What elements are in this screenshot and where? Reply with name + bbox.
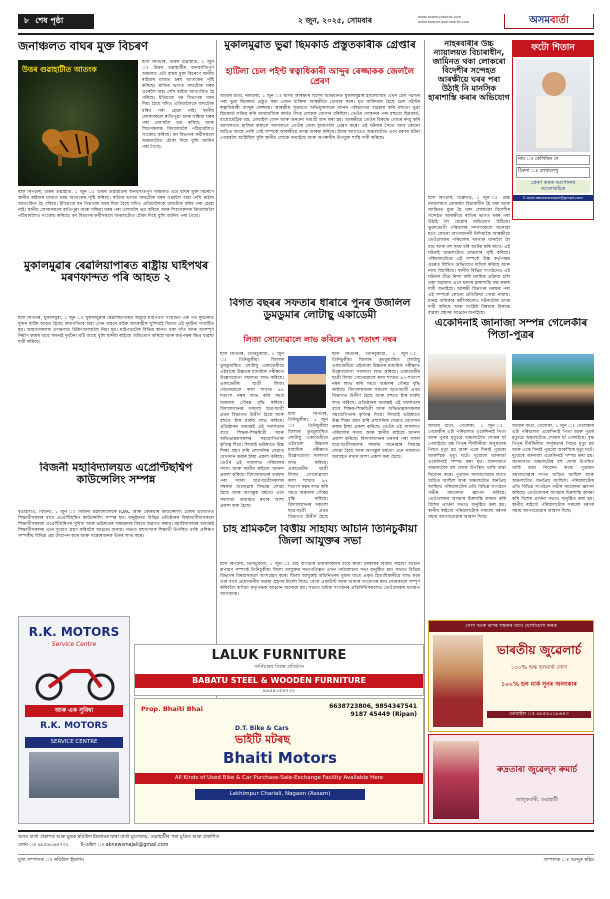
lotachu-headline: বিগত বছৰৰ সফতাৰ ধাৰাৰে পুনৰ উজলিল ডুমডুমাৰ লোটাছু একাডেমী — [229, 298, 411, 321]
simcard-subhead: হাটিলা চেল পইণ্ট স্বত্বাধিকাৰী আব্দুৰ ৰেজ্জাকক জেললৈ প্ৰেৰণ — [225, 67, 415, 87]
epaper-url[interactable]: www.epaper.asombarta.com — [418, 20, 470, 25]
rudratara-jewels-ad — [428, 734, 594, 824]
lotachu-body-a: ষ্টাফ ৰিপৰ্টাৰ, তিনিচুকীয়া, ১ জুন ঃ তিনিচুকীয়া জিলাৰ ডুমডুমাস্থিত লোটাছু একাডেমীয়ে এইবাৰো উচ্চতৰ মাধ্যমিক পৰীক্ষাত উল্লেখযোগ্য সফলতা লাভ কৰিছে। একাডেমীৰ ছাত্ৰী লিজা সোনোৱালে কলা শাখাত ৯৭ শতাংশ নম্বৰ লাভ কৰি সমগ্ৰ অঞ্চলৰ গৌৰৱ বৃদ্ধি কৰিছে। বিদ্যালয়খনৰ সকলো ছাত্ৰ-ছাত্ৰী প্ৰথম বিভাগত উত্তীৰ্ণ হৈছে আৰু বহুতে ষ্টাৰ মাৰ্কছ লাভ কৰিছে। প্ৰতিষ্ঠানৰ অধ্যক্ষই এই সফলতাৰ বাবে শিক্ষক-শিক্ষয়িত্ৰী আৰু অভিভাৱকসকলৰ সহযোগিতাক কৃতিত্ব দিয়ে। লিজাই ভৱিষ্যতে উচ্চ শিক্ষা গ্ৰহণ কৰি প্ৰশাসনিক সেৱাত যোগদান কৰাৰ ইচ্ছা প্ৰকাশ কৰিছে। তেওঁৰ এই সাফল্যত পৰিয়ালৰ সদস্য আৰু স্থানীয় ৰাইজে আনন্দ প্ৰকাশ কৰিছে। বিদ্যালয়খনৰ তৰফৰ পৰা সফল ছাত্ৰ-ছাত্ৰীসকলক সম্বৰ্ধনা জনোৱাৰ সিদ্ধান্ত লোৱা হৈছে আৰু আগন্তুক বৰ্ষতো এনে সফলতা অব্যাহত ৰখাৰ আশা প্ৰকাশ কৰা হৈছে। — [220, 352, 284, 509]
rk-motors-center: SERVICE CENTRE — [25, 737, 123, 748]
footer-email[interactable]: ই-মেইল ঃ abnewsmajali@gmail.com — [80, 843, 169, 849]
laluk-title: LALUK FURNITURE — [211, 648, 347, 663]
model-photo — [433, 635, 483, 727]
rk-motors-logo: R.K. MOTORS — [28, 625, 120, 639]
child-photo — [516, 60, 590, 152]
son-photo — [512, 354, 594, 420]
tiger-silhouette-icon — [18, 60, 138, 186]
mukalmua-article — [18, 260, 214, 460]
issue-date: ২ জুন, ২০২৫, সোমবাৰ — [298, 16, 373, 25]
tea-labour-body: ষ্টাফ ৰিপৰ্টাৰ, তিনিচুকীয়া, ১ জুন ঃ চাহ বাগিচাৰ শ্ৰমিকসকলৰ বাবে ৰাজ্য চৰকাৰৰ বিত্তীয় সাহায্য আঁচনি ৰূপায়ণ সম্পৰ্কে তিনিচুকীয়া জিলা আযুক্তৰ সভাপতিত্বত এখন পৰ্যালোচনা সভা অনুষ্ঠিত হয়। সভাত বিভিন্ন বিভাগৰ বিষয়াসকলে অংশগ্ৰহণ কৰে। জিলা আযুক্তই আঁচনিখনৰ সুফল যাতে প্ৰকৃত হিতাধিকাৰীয়ে লাভ কৰে তাৰ বাবে প্ৰয়োজনীয় ব্যৱস্থা গ্ৰহণৰ নিৰ্দেশ দিয়ে। বেংক একাউণ্ট আৰু আধাৰ সংযোগৰ কাম সোনকালে সম্পূৰ্ণ কৰিবলৈ বাগিচা কৰ্তৃপক্ষক আহ্বান জনোৱা হয়। সভাত শ্ৰমিক সংগঠনৰ প্ৰতিনিধিসকলেও তেওঁলোকৰ মতামত আগবঢ়ায়। — [220, 562, 420, 598]
masthead-logo — [504, 14, 594, 29]
rudratara-title: ৰুদ্ৰতাৰা জুৱেল্স ৰুমাৰ্চ — [496, 765, 578, 775]
bharatiya-jewellers-ad — [428, 620, 594, 732]
bike-icon — [19, 653, 129, 703]
rk-motors-name2: R.K. MOTORS — [40, 720, 108, 731]
bijni-article — [18, 462, 214, 612]
bhaiti-assam: ভাইটি মটৰছ — [235, 733, 291, 746]
rk-motors-ad — [18, 616, 130, 824]
rudratara-addr: জালুকবাৰী, গুৱাহাটী — [516, 797, 558, 803]
photo-send-cta — [516, 180, 590, 193]
simcard-headline: মুকালমুৱাত ভুৱা ছিমকাৰ্ড প্ৰস্তুতকাৰীক গ্ৰেপ্তাৰ — [224, 40, 416, 51]
jewellers-tag: ১০০% শুদ্ধ হলমাৰ্ক সোণ — [510, 665, 568, 671]
jewellers-offer: ১০০% হল মাৰ্ক সুনৰ অলংকাৰ — [501, 681, 577, 688]
bhaiti-brand-top: D.T. Bike & Cars — [235, 725, 289, 732]
tiger-side-text: ষ্টাফ ৰিপৰ্টাৰ, উত্তৰ গুৱাহাটী, ১ জুন ঃ উত্তৰ গুৱাহাটীৰ জনবসতিপূৰ্ণ অঞ্চলত এটা বাঘৰ মুক্ত বিচৰণে স্থানীয় ৰাইজৰ মাজত চৰম আতংকৰ সৃষ্টি কৰিছে। ৰাতিৰ ভাগত বাঘটোক ঘৰৰ ওচৰলৈ অহা দেখি ৰাইজ আতংকিত হৈ পৰিছে। ইতিমধ্যে বন বিভাগক খবৰ দিয়া হৈছে যদিও এতিয়ালৈকে বাঘটোক ধৰিব পৰা হোৱা নাই। স্থানীয় লোকসকলে ৰাতিপুৱা আৰু সন্ধিয়া ঘৰৰ পৰা ওলাবলৈ ভয় কৰিছে আৰু শিশুসকলক বিদ্যালয়লৈ পঠিয়াবলৈও সংকোচ কৰিছে। বন বিভাগৰ কৰ্মীসকলে অঞ্চলটোত চৌকা দিছে বুলি জানিব পৰা গৈছে। — [142, 60, 214, 150]
lotachu-body-c: ষ্টাফ ৰিপৰ্টাৰ, তিনিচুকীয়া, ১ জুন ঃ তিনিচুকীয়া জিলাৰ ডুমডুমাস্থিত লোটাছু একাডেমীয়ে এইবাৰো উচ্চতৰ মাধ্যমিক পৰীক্ষাত উল্লেখযোগ্য সফলতা লাভ কৰিছে। একাডেমীৰ ছাত্ৰী লিজা সোনোৱালে কলা শাখাত ৯৭ শতাংশ নম্বৰ লাভ কৰি সমগ্ৰ অঞ্চলৰ গৌৰৱ বৃদ্ধি কৰিছে। বিদ্যালয়খনৰ সকলো ছাত্ৰ-ছাত্ৰী প্ৰথম বিভাগত উত্তীৰ্ণ হৈছে আৰু বহুতে ষ্টাৰ মাৰ্কছ লাভ কৰিছে। প্ৰতিষ্ঠানৰ অধ্যক্ষই এই সফলতাৰ বাবে শিক্ষক-শিক্ষয়িত্ৰী আৰু অভিভাৱকসকলৰ সহযোগিতাক কৃতিত্ব দিয়ে। লিজাই ভৱিষ্যতে উচ্চ শিক্ষা গ্ৰহণ কৰি প্ৰশাসনিক সেৱাত যোগদান কৰাৰ ইচ্ছা প্ৰকাশ কৰিছে। তেওঁৰ এই সাফল্যত পৰিয়ালৰ সদস্য আৰু স্থানীয় ৰাইজে আনন্দ প্ৰকাশ কৰিছে। বিদ্যালয়খনৰ তৰফৰ পৰা সফল ছাত্ৰ-ছাত্ৰীসকলক সম্বৰ্ধনা জনোৱাৰ সিদ্ধান্ত লোৱা হৈছে আৰু আগন্তুক বৰ্ষতো এনে সফলতা অব্যাহত ৰখাৰ আশা প্ৰকাশ কৰা হৈছে। — [332, 352, 420, 461]
photo-cta-line1: প্ৰেৰণ কৰক আপোনাৰ — [530, 179, 576, 186]
rk-motors-tag: আৰু এক সুবিধা — [25, 705, 123, 717]
bhaiti-band: All Kinds of Used Bike & Car Purchase-Sale-Exchange Facility Available Here — [135, 773, 423, 784]
tea-labour-headline: চাহ শ্ৰমিকলৈ বিত্তীয় সাহায্য আঁচনি তিনিচুকীয়া জিলা আযুক্তৰ সভা — [222, 524, 418, 547]
bhaiti-prop: Prop. Bhaiti Bhai — [141, 705, 203, 713]
laluk-band: BABATU STEEL & WOODEN FURNITURE — [135, 674, 423, 689]
tiger-photo — [18, 60, 138, 186]
bail-headline: নাহৰবাৰীৰ উচ্চ ন্যায়ালয়ত বিচাৰাধীন, জামিনত থকা লোকৰো বিদেশীৰ সন্দেহত আৰক্ষীয়ে ঘৰৰ পৰা উঠাই নি মানসিক হাৰাশাস্তি কৰাৰ অভিযোগ — [428, 40, 510, 102]
masthead-text-a: অসম — [529, 14, 550, 26]
janaja-body-b: আমাৰ বাৰ্তা, গেলেকী, ১ জুন ঃ গেলেকীৰ এটা পৰিয়ালত একেদিনাই পিতা আৰু পুত্ৰৰ মৃত্যুৱে অঞ্চলটোত শোকৰ ছাঁ পেলাইছে। বৃদ্ধ পিতৃৰ দীৰ্ঘদিনীয়া অসুস্থতাৰ পিছত মৃত্যু হয় আৰু একে দিনাই পুত্ৰৰো আকস্মিক মৃত্যু ঘটে। দুয়োৰে জানাজা একেদিনাই সম্পন্ন কৰা হয়। জানাজাত অঞ্চলটোৰ বহু লোক উপস্থিত থাকি শ্ৰদ্ধা নিবেদন কৰে। পুত্ৰজন সমাজসেৱাৰ লগত জড়িত আছিল আৰু অঞ্চলটোত জনপ্ৰিয় আছিল। পৰিয়ালটোৰ প্ৰতি বিভিন্ন সংগঠনে গভীৰ সমবেদনা জ্ঞাপন কৰিছে। তেওঁলোকৰ আত্মাৰ চিৰশান্তি কামনা কৰি বিশেষ প্ৰাৰ্থনা সভাও অনুষ্ঠিত কৰা হয়। স্থানীয় ৰাইজে পৰিয়ালটোক সকলো ধৰণৰ সহায় আগবঢ়োৱাৰ আশ্বাস দিছে। — [512, 424, 594, 514]
bride-photo — [433, 741, 479, 819]
mukalmua-body: ষ্টাফ ৰিপৰ্টাৰ, মুকালমুৱা, ১ জুন ঃ মুকালমুৱাৰ ৰেৱলিয়াপাৰত ৰাষ্ট্ৰীয় ঘাইপথত সংঘটিত এক পথ দুৰ্ঘটনাত দুজন ব্যক্তি আহত হৈছে। দ্ৰুতগতিৰে অহা এখন বাহনে বাইক আৰোহীক খুন্দিয়াই দিয়াত এই দুৰ্ঘটনা সংঘটিত হয়। আহতসকলক তৎক্ষণাত চিকিৎসালয়লৈ নিয়া হয়। ঘাইপথটোৰ বিভিন্ন স্থানত থকা গাঁত আৰু অসম্পূৰ্ণ নিৰ্মাণ কাৰ্যৰ বাবে সঘনাই দুৰ্ঘটনা ঘটি আছে বুলি স্থানীয় ৰাইজে অভিযোগ কৰিছে আৰু কৰ্তৃপক্ষৰ ক্ষিপ্ৰ ব্যৱস্থা দাবী কৰিছে। — [18, 316, 214, 346]
photo-email[interactable]: E-mail:abnewsmajali@gmail.com — [513, 195, 593, 202]
footer-chief-editor: মুখ্য সম্পাদক ঃ ৰবিউল ইছলাম — [18, 856, 84, 863]
page-number: ৮ — [24, 16, 30, 26]
bhaiti-name: Bhaiti Motors — [223, 749, 337, 767]
tiger-article — [18, 40, 214, 258]
rk-motors-sub: Service Centre — [51, 640, 97, 648]
jewellers-name: ভাৰতীয় জুৱেলাৰ্চ — [496, 643, 582, 657]
page-footer — [18, 830, 594, 892]
laluk-furniture-ad — [134, 644, 424, 696]
photo-cta-line2: আলোকচিত্ৰ — [540, 186, 566, 193]
father-photo — [428, 354, 506, 420]
janaja-article — [512, 222, 594, 232]
janaja-article-body — [428, 318, 594, 618]
student-photo — [288, 356, 326, 408]
laluk-sub: ফাৰ্নিচাৰৰ বিশ্বস্ত প্ৰতিষ্ঠান — [254, 664, 304, 671]
tea-labour-article — [220, 524, 420, 642]
site-url[interactable]: www.asomiyaborta.com — [418, 15, 462, 19]
jewellers-top: সোণ আৰু ৰূপৰ গহনাৰ বাবে যোগাযোগ কৰক — [429, 621, 593, 632]
jewellers-phone: মোবাইল ঃ ৯৮৫৪০১৮৬৪৩ — [487, 711, 591, 718]
page-number-badge — [18, 14, 94, 29]
mukalmua-headline: মুকালমুৱাৰ ৰেৱলিয়াপাৰত ৰাষ্ট্ৰীয় ঘাইপথৰ মৰণফান্দত পৰি আহত ২ — [23, 260, 209, 285]
bijni-body: বঙাইগাঁও, বিজনী, ১ জুন ঃ বিজনী মহাবিদ্যালয়ৰ IQAC আৰু কেৰিয়াৰ কাউন্সেলিং চেলৰ উদ্যোগত শিক্ষাৰ্থীসকলৰ বাবে এপ্ৰেণ্টিছশ্বিপ কাউন্সেলিং সম্পন্ন হয়। অনুষ্ঠানত বিভিন্ন প্ৰতিষ্ঠানৰ বিষয়বাবীয়াসকলে শিক্ষাৰ্থীসকলক এপ্ৰেণ্টিছশ্বিপৰ সুবিধা আৰু ভৱিষ্যতৰ সম্ভাৱনাৰ বিষয়ে অৱগত কৰায়। মহাবিদ্যালয়ৰ অধ্যক্ষই শিক্ষাৰ্থীসকলক এনে সুযোগ গ্ৰহণ কৰিবলৈ আহ্বান জনায়। সভাত বহুসংখ্যক শিক্ষাৰ্থী উপস্থিত থাকি প্ৰশিক্ষণ সম্পৰ্কীয় বিভিন্ন প্ৰশ্ন উত্থাপন কৰে আৰু সন্তোষজনক উত্তৰ লাভ কৰে। — [18, 510, 214, 540]
bhaiti-motors-ad — [134, 698, 424, 824]
simcard-article — [220, 40, 420, 296]
photo-section-title: ফটো শিতান — [513, 41, 593, 57]
lotachu-subhead: লিজা সোনোৱালে লাভ কৰিলে ৯৭ শতাংশ নম্বৰ — [243, 335, 397, 344]
bhaiti-phones: 6638723806, 9854347541 9187 45449 (Ripan) — [329, 703, 417, 718]
footer-publisher-line: অসম বাৰ্তা প্ৰকাশক আৰু মুদ্ৰক ৰবিউল ইছলামৰ দ্বাৰা বাৰ্তা মুদ্ৰণালয়, গুৱাহাটীৰ পৰা মুদ্ৰিত আৰু প্ৰকাশিত — [18, 835, 220, 840]
footer-phone: ফোন ঃ ৯৮৫৪০৬৫৭৩২ — [18, 843, 69, 849]
page-header — [18, 14, 594, 38]
bhaiti-addr: Lakhimpur Chariali, Nagaon (Assam) — [195, 789, 365, 800]
page-label: শেষ পৃষ্ঠা — [35, 16, 64, 26]
bijni-headline: বিজনী মহাবিদ্যালয়ত এপ্ৰেণ্টিছশ্বিপ কাউন্সেলিং সম্পন্ন — [39, 462, 193, 487]
footer-editor: সম্পাদক ঃ আব্দুৰ ৰহিম — [543, 856, 594, 863]
lotachu-body-b: ষ্টাফ ৰিপৰ্টাৰ, তিনিচুকীয়া, ১ জুন ঃ তিনিচুকীয়া জিলাৰ ডুমডুমাস্থিত লোটাছু একাডেমীয়ে এইবাৰো উচ্চতৰ মাধ্যমিক পৰীক্ষাত উল্লেখযোগ্য সফলতা লাভ কৰিছে। একাডেমীৰ ছাত্ৰী লিজা সোনোৱালে কলা শাখাত ৯৭ শতাংশ নম্বৰ লাভ কৰি সমগ্ৰ অঞ্চলৰ গৌৰৱ বৃদ্ধি কৰিছে। বিদ্যালয়খনৰ সকলো ছাত্ৰ-ছাত্ৰী প্ৰথম বিভাগত উত্তীৰ্ণ হৈছে — [288, 412, 328, 520]
photo-address: ঠিকনা ঃ লেখালেখু — [516, 167, 590, 177]
masthead-text-b: বাৰ্তা — [549, 14, 569, 26]
laluk-phone: ৯৯৫৪০৫৬৭৩২ — [262, 688, 296, 695]
bail-body: ষ্টাফ ৰিপৰ্টাৰ, ডিব্ৰুগড়, ১ জুন ঃ উচ্চ ন্যায়ালয়ত মোকৰ্দমা বিচাৰাধীন হৈ থকা আৰু জামিনত মুক্ত হৈ থকা লোককো বিদেশীৰ সন্দেহত আৰক্ষীয়ে ৰাতিৰ ভাগত ঘৰৰ পৰা উঠাই লৈ যোৱাৰ অভিযোগ উঠিছে। ভুক্তভোগী পৰিয়ালৰ সদস্যসকলে জনোৱা মতে কোনো আগজাননী নিদিয়াকৈ আৰক্ষীয়ে তেওঁলোকৰ পৰিয়ালৰ সদস্যক থানালৈ লৈ যায় আৰু বহু সময় ধৰি আটক কৰি ৰাখে। এই ঘটনাই অঞ্চলটোত চাঞ্চল্যৰ সৃষ্টি কৰিছে। পৰিয়ালটোৱে এই সম্পৰ্কে উচ্চ কৰ্তৃপক্ষৰ ওচৰত লিখিত অভিযোগ দাখিল কৰিছে আৰু ন্যায় বিচাৰিছে। স্থানীয় বিভিন্ন সংগঠনেও এই ঘটনাৰ তীব্ৰ নিন্দা কৰি ন্যায়িক প্ৰক্ৰিয়া চলি থকা অৱস্থাত এনে ধৰণৰ হাৰাশাস্তি বন্ধ কৰাৰ দাবী জনাইছে। আৰক্ষী বিভাগৰ তৰফৰ পৰা এই সম্পৰ্কে কোনো প্ৰতিক্ৰিয়া পোৱা নাযায়। মানৱ অধিকাৰ কৰ্মীসকলেও ঘটনাটোৰ তদন্ত দাবী কৰিছে আৰু সংশ্লিষ্ট বিষয়াৰ বিৰুদ্ধে ব্যৱস্থা গ্ৰহণৰ আহ্বান জনাইছে। — [428, 196, 510, 317]
photo-name: নাম ঃ কেলিছিন দে — [516, 155, 590, 165]
lotachu-article — [220, 298, 420, 522]
tiger-photo-caption: উত্তৰ গুৱাহাটীত আতংক — [22, 65, 97, 74]
simcard-body: আমাৰ বাৰ্তা, নলবাৰী, ১ জুন ঃ অসম আৰক্ষীৰ বিশেষ অভিযানত মুকালমুৱাৰ হাটিলাস্থিত এখন চেল পইণ্টৰ পৰা ভুৱা ছিমকাৰ্ড প্ৰস্তুত কৰা এজন ব্যক্তিক আৰক্ষীয়ে গ্ৰেপ্তাৰ কৰে। ধৃত ব্যক্তিজন হৈছে চেল পইণ্টৰ স্বত্বাধিকাৰী আব্দুৰ ৰেজ্জাক। আৰক্ষীৰ সূত্ৰমতে অভিযুক্তজনে আনৰ পৰিচয়পত্ৰ ব্যৱহাৰ কৰি বহুতো ভুৱা ছিমকাৰ্ড সক্ৰিয় কৰি অসামাজিক কাৰ্যত লিপ্ত লোকক যোগান ধৰিছিল। তেওঁৰ দোকানৰ পৰা বহুতো ছিমকাৰ্ড, বায়োমেট্ৰিক যন্ত্ৰ, মোবাইল ফোন আৰু অন্যান্য সামগ্ৰী জব্দ কৰা হয়। আৰক্ষীয়ে তেওঁৰ বিৰুদ্ধে গোচৰ ৰুজু কৰি আদালতত হাজিৰ কৰালে আদালতে তেওঁক জেল হাজতলৈ প্ৰেৰণ কৰে। এই ঘটনাৰ সৈতে আন কোনো জড়িত আছে নেকি সেই সম্পৰ্কে আৰক্ষীয়ে তদন্ত আৰম্ভ কৰিছে। ইয়াৰ আগতেও অঞ্চলটোত এনে ধৰণৰ ঘটনা পোহৰলৈ আহিছিল বুলি স্থানীয় লোকে জনাইছে আৰু অপৰাধীৰ উপযুক্ত শাস্তি দাবী কৰিছে। — [220, 94, 420, 142]
photo-section-box — [512, 40, 594, 220]
tiger-body: ষ্টাফ ৰিপৰ্টাৰ, উত্তৰ গুৱাহাটী, ১ জুন ঃ উত্তৰ গুৱাহাটীৰ জনবসতিপূৰ্ণ অঞ্চলত এটা বাঘৰ মুক্ত বিচৰণে স্থানীয় ৰাইজৰ মাজত চৰম আতংকৰ সৃষ্টি কৰিছে। ৰাতিৰ ভাগত বাঘটোক ঘৰৰ ওচৰলৈ অহা দেখি ৰাইজ আতংকিত হৈ পৰিছে। ইতিমধ্যে বন বিভাগক খবৰ দিয়া হৈছে যদিও এতিয়ালৈকে বাঘটোক ধৰিব পৰা হোৱা নাই। স্থানীয় লোকসকলে ৰাতিপুৱা আৰু সন্ধিয়া ঘৰৰ পৰা ওলাবলৈ ভয় কৰিছে আৰু শিশুসকলক বিদ্যালয়লৈ পঠিয়াবলৈও সংকোচ কৰিছে। বন বিভাগৰ কৰ্মীসকলে অঞ্চলটোত চৌকা দিছে বুলি জানিব পৰা গৈছে। — [18, 190, 214, 220]
janaja-body-a: আমাৰ বাৰ্তা, গেলেকী, ১ জুন ঃ গেলেকীৰ এটা পৰিয়ালত একেদিনাই পিতা আৰু পুত্ৰৰ মৃত্যুৱে অঞ্চলটোত শোকৰ ছাঁ পেলাইছে। বৃদ্ধ পিতৃৰ দীৰ্ঘদিনীয়া অসুস্থতাৰ পিছত মৃত্যু হয় আৰু একে দিনাই পুত্ৰৰো আকস্মিক মৃত্যু ঘটে। দুয়োৰে জানাজা একেদিনাই সম্পন্ন কৰা হয়। জানাজাত অঞ্চলটোৰ বহু লোক উপস্থিত থাকি শ্ৰদ্ধা নিবেদন কৰে। পুত্ৰজন সমাজসেৱাৰ লগত জড়িত আছিল আৰু অঞ্চলটোত জনপ্ৰিয় আছিল। পৰিয়ালটোৰ প্ৰতি বিভিন্ন সংগঠনে গভীৰ সমবেদনা জ্ঞাপন কৰিছে। তেওঁলোকৰ আত্মাৰ চিৰশান্তি কামনা কৰি বিশেষ প্ৰাৰ্থনা সভাও অনুষ্ঠিত কৰা হয়। স্থানীয় ৰাইজে পৰিয়ালটোক সকলো ধৰণৰ সহায় আগবঢ়োৱাৰ আশ্বাস দিছে। — [428, 424, 506, 520]
tiger-headline: জনাঞ্চলত বাঘৰ মুক্ত বিচৰণ — [18, 40, 148, 53]
janaja-headline: একেদিনাই জানাজা সম্পন্ন গেলেকীৰ পিতা-পুত্ৰৰ — [434, 318, 588, 341]
